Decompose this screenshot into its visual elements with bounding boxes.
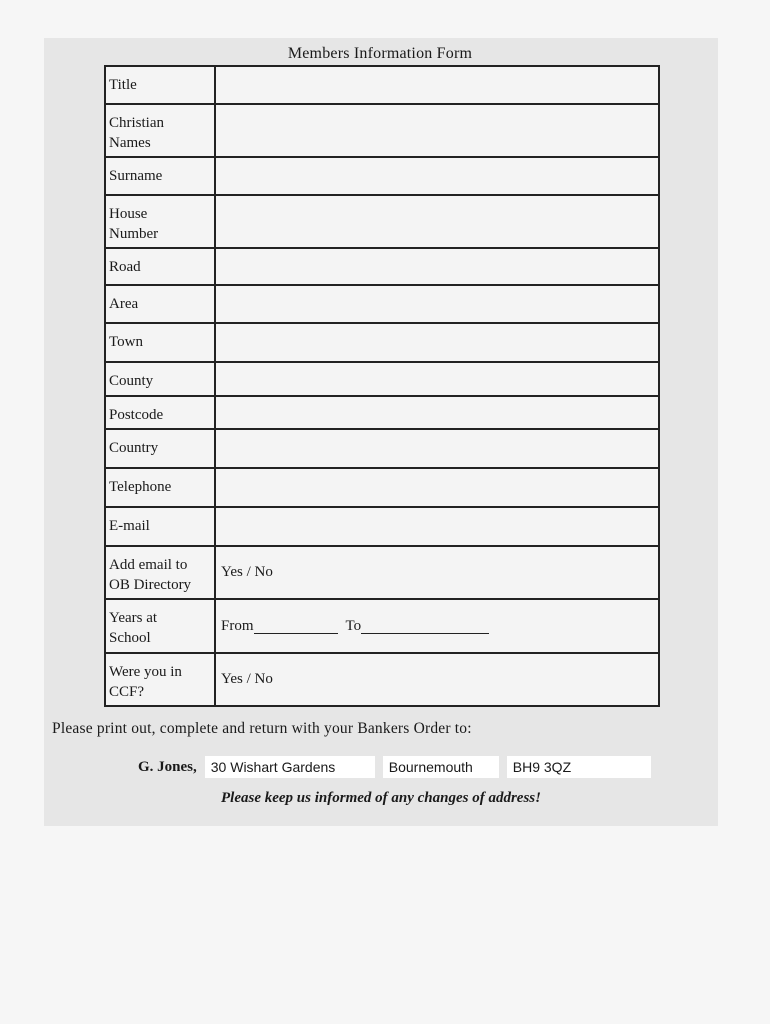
field-input-road[interactable] xyxy=(216,249,658,284)
field-label-years-at-school: Years at School xyxy=(106,600,216,652)
field-input-email[interactable] xyxy=(216,508,658,545)
form-row-years-at-school xyxy=(106,600,658,654)
field-input-area[interactable] xyxy=(216,286,658,322)
years-to-input[interactable] xyxy=(361,619,489,634)
field-label-country: Country xyxy=(106,430,216,467)
form-row-area xyxy=(106,286,658,324)
field-input-postcode[interactable] xyxy=(216,397,658,428)
form-row-road xyxy=(106,249,658,286)
field-label-telephone: Telephone xyxy=(106,469,216,506)
field-label-christian-names: Christian Names xyxy=(106,105,216,156)
form-title: Members Information Form xyxy=(287,45,473,62)
address-street: 30 Wishart Gardens xyxy=(205,756,375,778)
form-row-title xyxy=(106,67,658,105)
field-label-email: E-mail xyxy=(106,508,216,545)
field-label-road: Road xyxy=(106,249,216,284)
return-instructions: Please print out, complete and return with your Bankers Order to: xyxy=(52,720,472,737)
field-input-telephone[interactable] xyxy=(216,469,658,506)
field-input-house-number[interactable] xyxy=(216,196,658,247)
field-label-title: Title xyxy=(106,67,216,103)
field-label-county: County xyxy=(106,363,216,395)
field-option-ob-directory[interactable]: Yes / No xyxy=(221,564,273,580)
field-input-surname[interactable] xyxy=(216,158,658,194)
form-row-email xyxy=(106,508,658,547)
form-row-town xyxy=(106,324,658,363)
field-option-ccf[interactable]: Yes / No xyxy=(221,671,273,687)
field-input-county[interactable] xyxy=(216,363,658,395)
address-town: Bournemouth xyxy=(383,756,499,778)
field-label-town: Town xyxy=(106,324,216,361)
form-row-ob-directory xyxy=(106,547,658,600)
field-input-title[interactable] xyxy=(216,67,658,103)
form-row-christian-names xyxy=(106,105,658,158)
form-row-ccf xyxy=(106,654,658,705)
address-postcode: BH9 3QZ xyxy=(507,756,651,778)
field-input-christian-names[interactable] xyxy=(216,105,658,156)
field-label-ccf: Were you in CCF? xyxy=(106,654,216,705)
field-label-ob-directory: Add email to OB Directory xyxy=(106,547,216,598)
form-row-county xyxy=(106,363,658,397)
form-row-house-number xyxy=(106,196,658,249)
field-input-country[interactable] xyxy=(216,430,658,467)
form-row-postcode xyxy=(106,397,658,430)
form-row-country xyxy=(106,430,658,469)
members-form-table xyxy=(104,65,660,707)
years-to-label: To xyxy=(345,617,362,634)
field-label-area: Area xyxy=(106,286,216,322)
field-label-postcode: Postcode xyxy=(106,397,216,428)
recipient-name: G. Jones, xyxy=(138,758,197,775)
form-row-surname xyxy=(106,158,658,196)
field-years-at-school xyxy=(216,600,658,652)
field-label-surname: Surname xyxy=(106,158,216,194)
years-from-input[interactable] xyxy=(254,619,338,634)
form-row-telephone xyxy=(106,469,658,508)
years-from-label: From xyxy=(221,617,254,634)
return-address xyxy=(138,756,651,778)
field-input-town[interactable] xyxy=(216,324,658,361)
field-label-house-number: House Number xyxy=(106,196,216,247)
change-of-address-note: Please keep us informed of any changes of address! xyxy=(221,790,541,806)
